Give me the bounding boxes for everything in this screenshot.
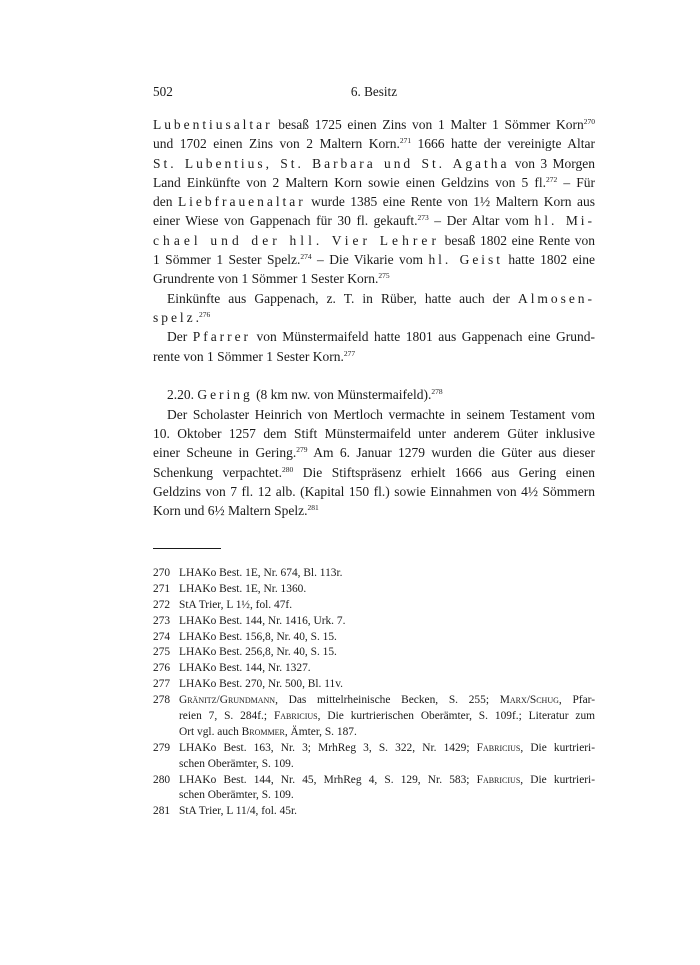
text-run: . [195, 309, 199, 325]
footnote [153, 773, 595, 805]
footnote-ref[interactable]: 274 [300, 252, 312, 262]
page-number: 502 [153, 84, 173, 99]
text-run: Der Scholaster Heinrich von Mertloch vermachte in seinem Testament vom [167, 406, 595, 422]
spaced-term: Liebfrauenaltar [177, 194, 306, 210]
text-run: – Für [557, 174, 595, 190]
footnote-text: LHAKo Best. 1E, Nr. 1360. [179, 582, 307, 595]
footnote [153, 614, 595, 630]
footnote-ref[interactable]: 281 [307, 503, 319, 513]
text-run: LHAKo Best. 144, Nr. 45, MrhReg 4, S. 129, Nr. 583; [179, 773, 477, 786]
text-run: einer Scheune in Gering. [153, 445, 297, 461]
footnote-text: LHAKo Best. 156,8, Nr. 40, S. 15. [179, 630, 337, 643]
footnote-ref[interactable]: 275 [378, 271, 390, 281]
author-name: Fabricius [476, 773, 521, 786]
footnote-ref[interactable]: 277 [343, 348, 356, 358]
spaced-term: St. Lubentius, St. Barbara und St. Agatha [153, 155, 510, 171]
footnote-number: 277 [153, 678, 171, 691]
footnote [153, 661, 595, 677]
footnote-ref[interactable]: 270 [583, 117, 595, 126]
footnote-text: LHAKo Best. 256,8, Nr. 40, S. 15. [179, 646, 337, 659]
text-run: Einkünfte aus Gappenach, z. T. in Rüber, hatte auch der [167, 290, 518, 306]
text-line [153, 211, 595, 230]
footnote-ref[interactable]: 272 [546, 174, 558, 184]
text-run: den [153, 194, 178, 210]
footnote [153, 677, 595, 693]
text-line [153, 424, 595, 443]
author-name: Gränitz/Grundmann [179, 694, 276, 707]
author-name: Marx/Schug [499, 694, 559, 707]
text-run: Am 6. Januar 1279 wurden die Güter aus dieser [307, 445, 596, 461]
footnote-text-line [179, 741, 595, 757]
spaced-term: Pfarrer [192, 329, 252, 345]
text-run: hatte 1802 eine [502, 252, 596, 268]
spaced-term: chael und der hll. Vier Lehrer [153, 232, 441, 248]
footnote [153, 598, 595, 614]
footnote-text-line: schen Oberämter, S. 109. [179, 789, 294, 802]
spaced-term: hl. Mi- [534, 213, 595, 229]
footnote-number: 272 [153, 598, 171, 611]
text-run: Die Stiftspräsenz erhielt 1666 aus Gering einen [293, 464, 595, 480]
section-heading [153, 385, 595, 404]
text-line [153, 308, 595, 327]
text-run: und 1702 einen Zins von 2 Maltern Korn. [153, 136, 400, 152]
section-gap [153, 366, 595, 386]
footnote [153, 741, 595, 773]
text-run: LHAKo Best. 163, Nr. 3; MrhReg 3, S. 322, Nr. 1429; [179, 741, 477, 754]
footnote-text-line: schen Oberämter, S. 109. [179, 757, 294, 770]
footnote-text: LHAKo Best. 270, Nr. 500, Bl. 11v. [179, 678, 344, 691]
text-run: 1666 hatte der vereinigte Altar [411, 136, 595, 152]
text-line [153, 327, 595, 346]
text-line [153, 289, 595, 308]
text-run: 10. Oktober 1257 dem Stift Münstermaifeld unter anderem Güter inklusive [153, 425, 595, 441]
author-name: Fabricius [273, 710, 318, 723]
spaced-term: spelz [153, 309, 196, 325]
footnote-number: 273 [153, 614, 171, 627]
footnote-number: 278 [153, 694, 171, 707]
section-place-name: Gering [197, 387, 253, 403]
footnote-number: 274 [153, 630, 171, 643]
footnote-text: StA Trier, L 1½, fol. 47f. [179, 598, 293, 611]
text-line [153, 115, 595, 134]
footnote-number: 270 [153, 567, 171, 579]
text-run: , Die kurtrieri- [520, 773, 596, 786]
author-name: Brommer [241, 725, 285, 738]
text-line [153, 231, 595, 250]
footnote-ref[interactable]: 273 [417, 213, 429, 223]
text-line [153, 154, 595, 173]
footnote-ref[interactable]: 278 [431, 387, 443, 397]
text-line [153, 405, 595, 424]
footnote-text-line [179, 725, 595, 741]
footnote [153, 693, 595, 741]
text-run: reien 7, S. 284f.; [179, 710, 274, 723]
text-line [153, 192, 595, 211]
text-line [153, 347, 595, 366]
text-run: Geldzins von 7 fl. 12 alb. (Kapital 150 fl.) sowie Einnahmen von 4½ Sömmern [153, 483, 595, 499]
text-run: Schenkung verpachtet. [153, 464, 283, 480]
footnote [153, 582, 595, 598]
running-title: 6. Besitz [350, 84, 398, 99]
footnote-ref[interactable]: 279 [296, 445, 308, 455]
footnote-text: LHAKo Best. 1E, Nr. 674, Bl. 113r. [179, 567, 343, 579]
footnote-text-line [179, 773, 595, 789]
text-run: , Ämter, S. 187. [284, 725, 357, 738]
spaced-term: hl. Geist [428, 252, 503, 268]
footnote-ref[interactable]: 280 [282, 464, 294, 474]
footnote-number: 271 [153, 582, 171, 595]
text-run: Grundrente von 1 Sömmer 1 Sester Korn. [153, 271, 379, 287]
author-name: Fabricius [476, 741, 521, 754]
text-run: einer Wiese von Gappenach für 30 fl. gekauft. [153, 213, 418, 229]
text-line [153, 482, 595, 501]
body-text [153, 115, 595, 520]
text-run: von Münstermaifeld hatte 1801 aus Gappenach eine Grund- [251, 329, 595, 345]
text-run: – Der Altar vom [428, 213, 535, 229]
text-run: 1 Sömmer 1 Sester Spelz. [153, 252, 301, 268]
text-run: besaß 1725 einen Zins von 1 Malter 1 Sömmer Korn [272, 117, 584, 132]
text-run: von 3 Morgen [509, 155, 596, 171]
text-line [153, 173, 595, 192]
text-run: , Pfar- [558, 694, 595, 707]
footnote-text: StA Trier, L 11/4, fol. 45r. [179, 805, 297, 818]
footnote-ref[interactable]: 276 [198, 309, 211, 319]
footnote-number: 279 [153, 741, 171, 754]
footnotes [153, 566, 595, 820]
footnote-text-line [179, 693, 595, 709]
footnote-number: 275 [153, 646, 171, 659]
text-line [153, 463, 595, 482]
footnote-number: 281 [153, 805, 171, 818]
footnote [153, 630, 595, 646]
footnote [153, 804, 595, 820]
footnote-text-line [179, 709, 595, 725]
page-header [153, 84, 595, 102]
text-line [153, 443, 595, 462]
footnote-number: 280 [153, 773, 171, 786]
text-run: , Die kurtrierischen Oberämter, S. 109f.; Literatur zum [317, 710, 595, 723]
text-run: besaß 1802 eine Rente von [440, 232, 595, 248]
text-run: Land Einkünfte von 2 Maltern Korn sowie einen Geldzins von 5 fl. [153, 174, 547, 190]
section-location: (8 km nw. von Münstermaifeld). [252, 387, 432, 403]
footnote-number: 276 [153, 662, 171, 675]
text-run: – Die Vikarie vom [311, 252, 429, 268]
text-run: Der [167, 329, 193, 345]
text-run: Ort vgl. auch [179, 725, 242, 738]
text-line [153, 269, 595, 288]
footnote [153, 566, 595, 582]
text-run: wurde 1385 eine Rente von 1½ Maltern Korn aus [305, 194, 595, 210]
spaced-term: Lubentiusaltar [153, 117, 273, 132]
text-line [153, 250, 595, 269]
text-run: rente von 1 Sömmer 1 Sester Korn. [153, 348, 344, 364]
text-line [153, 501, 595, 520]
spaced-term: Almosen- [517, 290, 595, 306]
footnote-ref[interactable]: 271 [399, 136, 412, 146]
footnote [153, 645, 595, 661]
text-run: , Die kurtrieri- [520, 741, 596, 754]
footnote-text: LHAKo Best. 144, Nr. 1327. [179, 662, 311, 675]
text-run: Korn und 6½ Maltern Spelz. [153, 503, 308, 519]
text-line [153, 134, 595, 153]
footnote-divider [153, 548, 221, 549]
footnote-text: LHAKo Best. 144, Nr. 1416, Urk. 7. [179, 614, 346, 627]
text-run: , Das mittelrheinische Becken, S. 255; [275, 694, 500, 707]
section-number: 2.20. [167, 387, 198, 403]
